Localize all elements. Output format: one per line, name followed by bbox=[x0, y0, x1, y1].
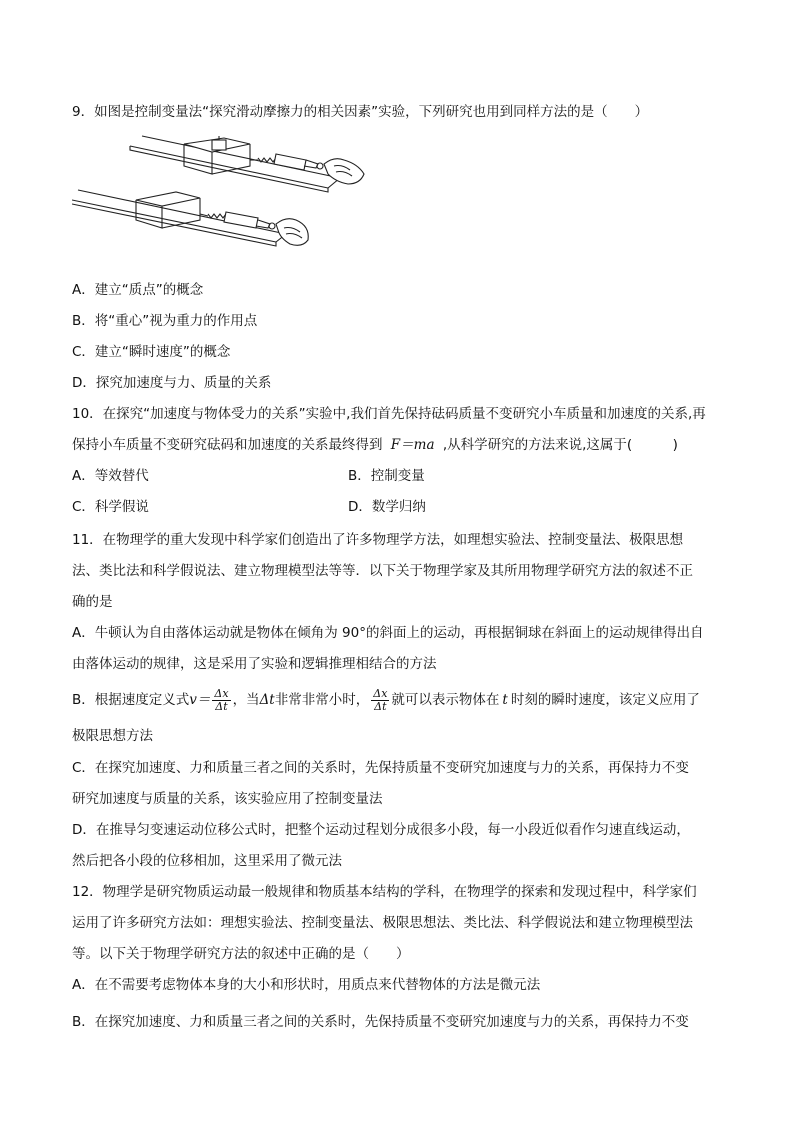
delta-t-symbol: Δt bbox=[259, 692, 275, 708]
q9-option-d: D．探究加速度与力、质量的关系 bbox=[72, 375, 272, 391]
velocity-symbol: v＝ bbox=[189, 692, 211, 708]
q11-option-a-line-1: A．牛顿认为自由落体运动就是物体在倾角为 90°的斜面上的运动，再根据铜球在斜面上的运动规律得出自 bbox=[72, 625, 704, 641]
q11-option-a-line-2: 由落体运动的规律，这是采用了实验和逻辑推理相结合的方法 bbox=[72, 656, 437, 672]
q10-option-c: C．科学假说 bbox=[72, 499, 149, 515]
q9-option-b: B．将“重心”视为重力的作用点 bbox=[72, 313, 258, 329]
fraction-denominator-2: Δt bbox=[374, 699, 387, 713]
q12-line-1: 12．物理学是研究物质运动最一般规律和物质基本结构的学科，在物理学的探索和发现过程中，科学家们 bbox=[72, 884, 697, 900]
q9-option-c: C．建立“瞬时速度”的概念 bbox=[72, 344, 231, 360]
q11-b-text-b: ，当 bbox=[232, 692, 260, 708]
velocity-fraction bbox=[212, 688, 230, 713]
q11-b-text-e: 时刻的瞬时速度，该定义应用了 bbox=[510, 692, 700, 708]
q10-formula: F＝ma bbox=[390, 437, 435, 453]
q10-option-a: A．等效替代 bbox=[72, 468, 149, 484]
friction-experiment-figure bbox=[72, 130, 372, 270]
q9-stem: 9．如图是控制变量法“探究滑动摩擦力的相关因素”实验，下列研究也用到同样方法的是（ ） bbox=[72, 104, 649, 120]
t-symbol: t bbox=[502, 692, 508, 708]
q11-option-d-line-1: D．在推导匀变速运动位移公式时，把整个运动过程划分成很多小段，每一小段近似看作匀速直线运动， bbox=[72, 822, 690, 838]
q9-option-a: A．建立“质点”的概念 bbox=[72, 282, 204, 298]
q10-option-d: D．数学归纳 bbox=[348, 499, 426, 515]
velocity-fraction-2 bbox=[371, 688, 389, 713]
q10-line-1: 10．在探究“加速度与物体受力的关系”实验中,我们首先保持砝码质量不变研究小车质量和加速度的关系,再 bbox=[72, 406, 706, 422]
q11-line-2: 法、类比法和科学假说法、建立物理模型法等等．以下关于物理学家及其所用物理学研究方法的叙述不正 bbox=[72, 563, 693, 579]
q11-option-b-line-2: 极限思想方法 bbox=[72, 728, 153, 744]
q12-option-b: B．在探究加速度、力和质量三者之间的关系时，先保持质量不变研究加速度与力的关系，再保持力不变 bbox=[72, 1014, 689, 1030]
q12-option-a: A．在不需要考虑物体本身的大小和形状时，用质点来代替物体的方法是微元法 bbox=[72, 977, 541, 993]
q11-option-c-line-1: C．在探究加速度、力和质量三者之间的关系时，先保持质量不变研究加速度与力的关系，再保持力不变 bbox=[72, 760, 689, 776]
q12-line-2: 运用了许多研究方法如：理想实验法、控制变量法、极限思想法、类比法、科学假说法和建立物理模型法 bbox=[72, 915, 693, 931]
q10-line-2-b: ,从科学研究的方法来说,这属于( ) bbox=[442, 437, 678, 453]
q11-line-1: 11．在物理学的重大发现中科学家们创造出了许多物理学方法，如理想实验法、控制变量法、极限思想 bbox=[72, 532, 684, 548]
q11-option-d-line-2: 然后把各小段的位移相加，这里采用了微元法 bbox=[72, 853, 342, 869]
q10-line-2 bbox=[72, 435, 678, 455]
fraction-numerator: Δx bbox=[214, 686, 229, 700]
q11-b-text-c: 非常非常小时， bbox=[274, 692, 370, 708]
q11-b-text-a: B．根据速度定义式 bbox=[72, 692, 190, 708]
q11-option-c-line-2: 研究加速度与质量的关系，该实验应用了控制变量法 bbox=[72, 791, 383, 807]
q12-line-3: 等。以下关于物理学研究方法的叙述中正确的是（ ） bbox=[72, 946, 410, 962]
q11-b-text-d: 就可以表示物体在 bbox=[391, 692, 500, 708]
q11-line-3: 确的是 bbox=[72, 594, 113, 610]
q11-option-b-line-1 bbox=[72, 686, 700, 714]
q10-line-2-a: 保持小车质量不变研究砝码和加速度的关系最终得到 bbox=[72, 437, 383, 453]
fraction-numerator-2: Δx bbox=[373, 686, 388, 700]
q10-option-b: B．控制变量 bbox=[348, 468, 425, 484]
fraction-denominator: Δt bbox=[215, 699, 228, 713]
